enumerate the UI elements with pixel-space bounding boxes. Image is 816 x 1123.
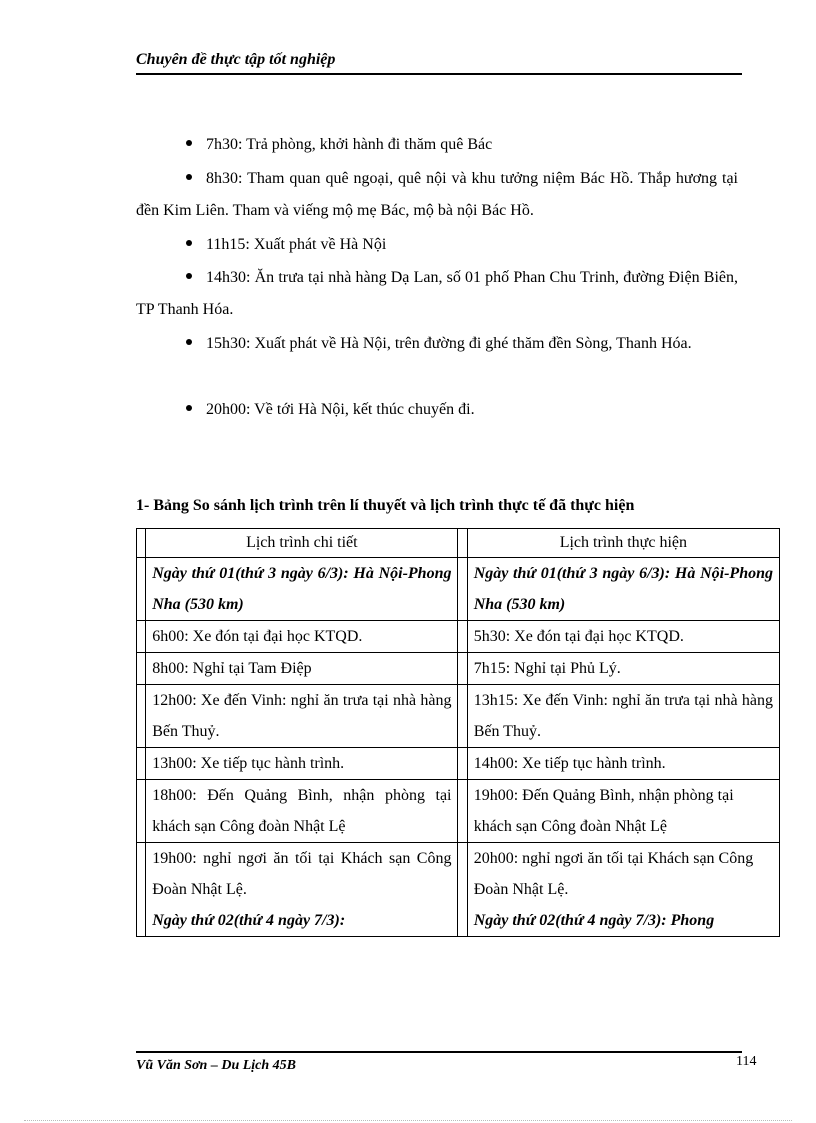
table-cell: 8h00: Nghỉ tại Tam Điệp — [146, 653, 458, 685]
header-title: Chuyên đề thực tập tốt nghiệp — [136, 51, 336, 68]
bullet-icon — [186, 240, 192, 246]
column-header: Lịch trình chi tiết — [146, 529, 458, 558]
table-cell: 14h00: Xe tiếp tục hành trình. — [467, 748, 779, 780]
itinerary-item: 15h30: Xuất phát về Hà Nội, trên đường đi ghé thăm đền Sòng, Thanh Hóa. — [136, 328, 738, 360]
footer-author: Vũ Văn Sơn – Du Lịch 45B — [136, 1058, 297, 1073]
table-cell: 18h00: Đến Quảng Bình, nhận phòng tại khách sạn Công đoàn Nhật Lệ — [146, 780, 458, 843]
table-cell — [467, 843, 779, 937]
cell-text: 20h00: nghỉ ngơi ăn tối tại Khách sạn Công Đoàn Nhật Lệ. — [473, 850, 754, 898]
table-cell: 5h30: Xe đón tại đại học KTQD. — [467, 621, 779, 653]
table-row — [137, 558, 780, 621]
table-row — [137, 685, 780, 748]
table-row — [137, 843, 780, 937]
comparison-table — [136, 528, 780, 937]
cell-day-heading: Ngày thứ 02(thứ 4 ngày 7/3): — [152, 912, 346, 929]
cell-text: 19h00: nghỉ ngơi ăn tối tại Khách sạn Công Đoàn Nhật Lệ. — [152, 850, 452, 898]
itinerary-item: 14h30: Ăn trưa tại nhà hàng Dạ Lan, số 01 phố Phan Chu Trinh, đường Điện Biên, TP Thanh Hóa. — [136, 269, 738, 318]
bullet-icon — [186, 140, 192, 146]
column-header: Lịch trình thực hiện — [467, 529, 779, 558]
itinerary-item: 8h30: Tham quan quê ngoại, quê nội và khu tưởng niệm Bác Hồ. Thắp hương tại đền Kim Liên. Tham và viếng mộ mẹ Bác, mộ bà nội Bác Hồ. — [136, 170, 738, 219]
bullet-icon — [186, 405, 192, 411]
table-cell: 13h15: Xe đến Vinh: nghỉ ăn trưa tại nhà hàng Bến Thuỷ. — [467, 685, 779, 748]
section-title: 1- Bảng So sánh lịch trình trên lí thuyết và lịch trình thực tế đã thực hiện — [136, 497, 635, 514]
bullet-icon — [186, 174, 192, 180]
itinerary-item: 7h30: Trả phòng, khởi hành đi thăm quê Bác — [136, 129, 738, 161]
table-row — [137, 653, 780, 685]
table-cell: 6h00: Xe đón tại đại học KTQD. — [146, 621, 458, 653]
table-cell: 7h15: Nghỉ tại Phủ Lý. — [467, 653, 779, 685]
table-row — [137, 748, 780, 780]
table-cell — [146, 843, 458, 937]
table-cell: Ngày thứ 01(thứ 3 ngày 6/3): Hà Nội-Phong Nha (530 km) — [146, 558, 458, 621]
bullet-icon — [186, 273, 192, 279]
itinerary-item: 20h00: Về tới Hà Nội, kết thúc chuyến đi. — [136, 394, 738, 426]
table-cell: 12h00: Xe đến Vinh: nghỉ ăn trưa tại nhà hàng Bến Thuỷ. — [146, 685, 458, 748]
page-bottom-dotted-line — [24, 1120, 792, 1121]
footer-divider — [136, 1051, 742, 1053]
table-cell: 13h00: Xe tiếp tục hành trình. — [146, 748, 458, 780]
itinerary-item: 11h15: Xuất phát về Hà Nội — [136, 229, 738, 261]
table-row — [137, 780, 780, 843]
table-row — [137, 621, 780, 653]
table-cell: Ngày thứ 01(thứ 3 ngày 6/3): Hà Nội-Phong Nha (530 km) — [467, 558, 779, 621]
cell-day-heading: Ngày thứ 02(thứ 4 ngày 7/3): Phong — [473, 912, 715, 929]
page-number: 114 — [736, 1054, 757, 1069]
table-header-row — [137, 529, 780, 558]
page-header — [136, 49, 742, 75]
bullet-icon — [186, 339, 192, 345]
table-cell: 19h00: Đến Quảng Bình, nhận phòng tại khách sạn Công đoàn Nhật Lệ — [467, 780, 779, 843]
